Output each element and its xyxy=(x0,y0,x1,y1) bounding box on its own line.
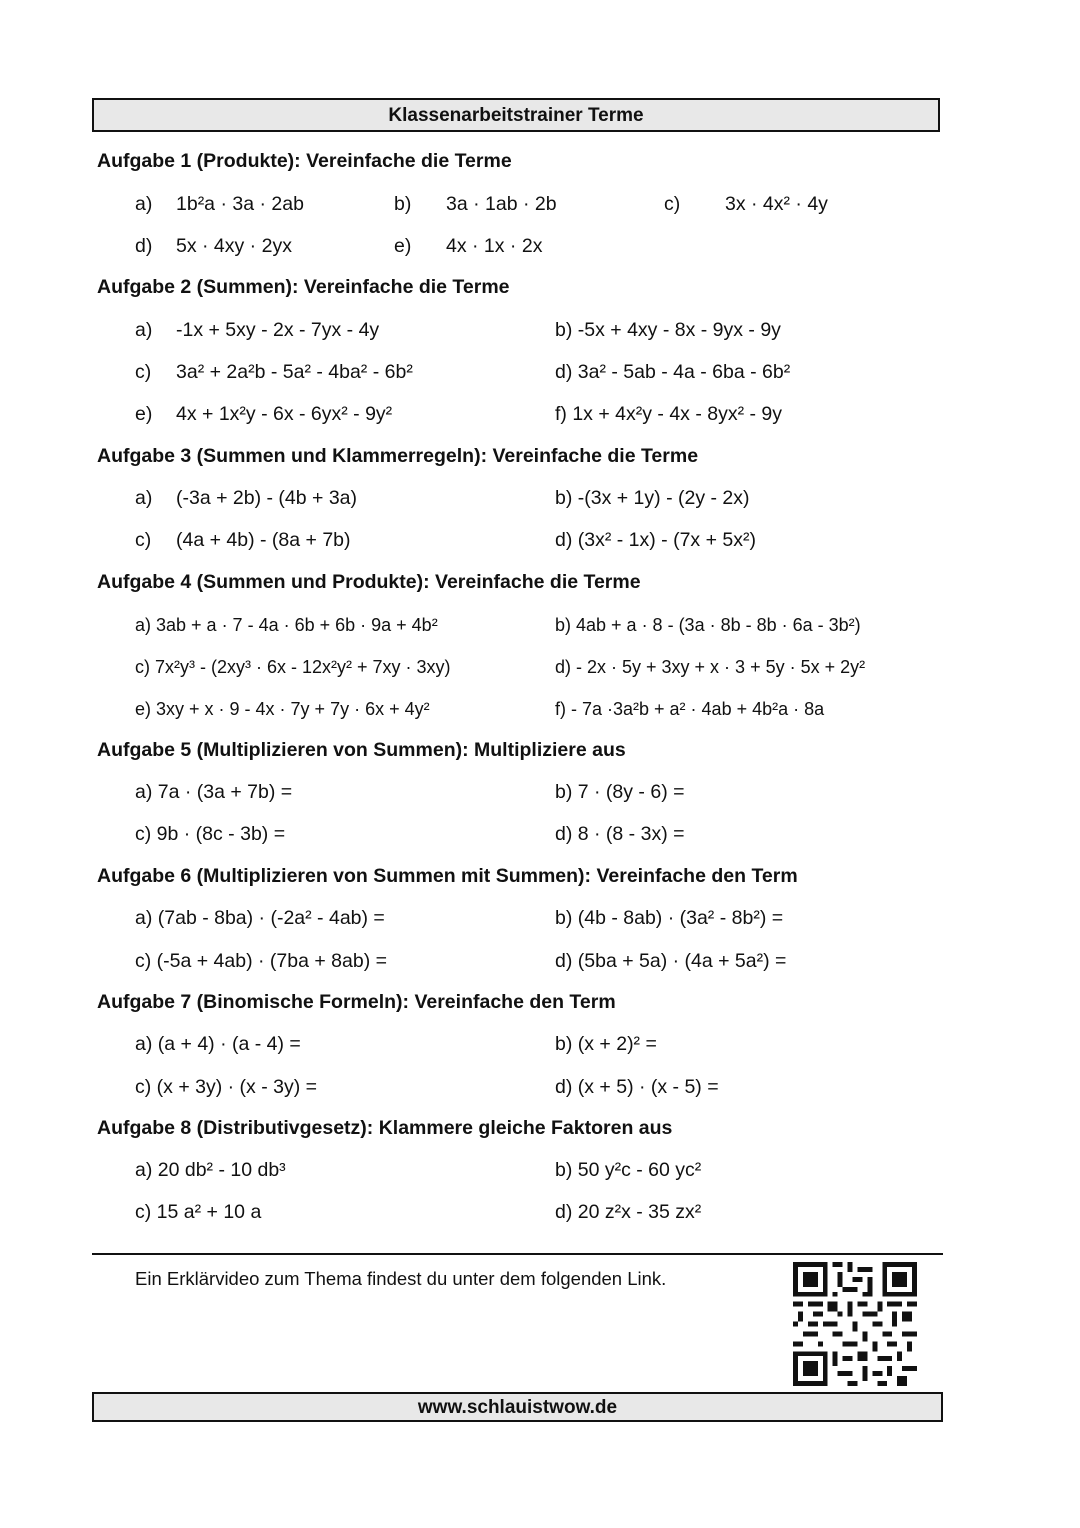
page-title: Klassenarbeitstrainer Terme xyxy=(92,98,940,132)
task-expression: 4x + 1x²y - 6x - 6yx² - 9y² xyxy=(176,403,393,425)
task-expression: 1b²a · 3a · 2ab xyxy=(176,193,304,215)
task-2-heading: Aufgabe 2 (Summen): Vereinfache die Terme xyxy=(97,276,510,298)
task-expression: (-3a + 2b) - (4b + 3a) xyxy=(176,487,358,509)
task-expression: 3x · 4x² · 4y xyxy=(725,193,828,215)
qr-code-icon[interactable] xyxy=(792,1262,918,1386)
task-expression: c) 7x²y³ - (2xy³ · 6x - 12x²y² + 7xy · 3xy) xyxy=(135,657,451,677)
task-label: a) xyxy=(135,193,153,215)
task-label: c) xyxy=(135,361,152,383)
task-expression: c) 9b · (8c - 3b) = xyxy=(135,823,286,845)
task-expression: c) (x + 3y) · (x - 3y) = xyxy=(135,1076,318,1098)
task-8-row-2 xyxy=(0,1201,1080,1227)
task-3-heading: Aufgabe 3 (Summen und Klammerregeln): Vereinfache die Terme xyxy=(97,445,699,467)
task-7-row-1 xyxy=(0,1033,1080,1059)
task-6-row-1 xyxy=(0,907,1080,933)
task-4-row-2 xyxy=(0,657,1080,683)
task-5-row-1 xyxy=(0,781,1080,807)
task-7-heading: Aufgabe 7 (Binomische Formeln): Vereinfache den Term xyxy=(97,991,616,1013)
task-label: c) xyxy=(135,529,152,551)
task-expression: b) 7 · (8y - 6) = xyxy=(555,781,685,803)
task-5-row-2 xyxy=(0,823,1080,849)
task-2-row-2 xyxy=(0,361,1080,387)
website-link[interactable]: www.schlauistwow.de xyxy=(92,1392,943,1422)
task-3-row-2 xyxy=(0,529,1080,555)
task-1-row-2 xyxy=(0,235,1080,261)
task-2-row-3 xyxy=(0,403,1080,429)
task-expression: a) 7a · (3a + 7b) = xyxy=(135,781,293,803)
task-6-heading: Aufgabe 6 (Multiplizieren von Summen mit Summen): Vereinfache den Term xyxy=(97,865,798,887)
task-2-row-1 xyxy=(0,319,1080,345)
task-label: e) xyxy=(394,235,412,257)
task-expression: d) (x + 5) · (x - 5) = xyxy=(555,1076,719,1098)
task-expression: b) -5x + 4xy - 8x - 9yx - 9y xyxy=(555,319,781,341)
footer-divider xyxy=(92,1253,943,1255)
task-expression: b) 4ab + a · 8 - (3a · 8b - 8b · 6a - 3b²) xyxy=(555,615,861,635)
task-3-row-1 xyxy=(0,487,1080,513)
task-expression: f) - 7a ·3a²b + a² · 4ab + 4b²a · 8a xyxy=(555,699,825,719)
task-expression: d) (5ba + 5a) · (4a + 5a²) = xyxy=(555,950,787,972)
task-expression: 5x · 4xy · 2yx xyxy=(176,235,292,257)
task-label: a) xyxy=(135,487,153,509)
task-label: d) xyxy=(135,235,153,257)
task-4-row-1 xyxy=(0,615,1080,641)
task-label: a) xyxy=(135,319,153,341)
task-8-row-1 xyxy=(0,1159,1080,1185)
task-8-heading: Aufgabe 8 (Distributivgesetz): Klammere gleiche Faktoren aus xyxy=(97,1117,673,1139)
task-expression: 3a² + 2a²b - 5a² - 4ba² - 6b² xyxy=(176,361,413,383)
task-expression: b) -(3x + 1y) - (2y - 2x) xyxy=(555,487,750,509)
task-4-heading: Aufgabe 4 (Summen und Produkte): Vereinfache die Terme xyxy=(97,571,641,593)
task-expression: f) 1x + 4x²y - 4x - 8yx² - 9y xyxy=(555,403,783,425)
task-expression: d) - 2x · 5y + 3xy + x · 3 + 5y · 5x + 2y² xyxy=(555,657,866,677)
task-expression: a) (7ab - 8ba) · (-2a² - 4ab) = xyxy=(135,907,385,929)
task-expression: b) 50 y²c - 60 yc² xyxy=(555,1159,702,1181)
task-label: e) xyxy=(135,403,153,425)
task-expression: a) 20 db² - 10 db³ xyxy=(135,1159,286,1181)
task-expression: -1x + 5xy - 2x - 7yx - 4y xyxy=(176,319,380,341)
task-4-row-3 xyxy=(0,699,1080,725)
task-7-row-2 xyxy=(0,1076,1080,1102)
task-expression: e) 3xy + x · 9 - 4x · 7y + 7y · 6x + 4y² xyxy=(135,699,430,719)
task-5-heading: Aufgabe 5 (Multiplizieren von Summen): Multipliziere aus xyxy=(97,739,626,761)
task-expression: 4x · 1x · 2x xyxy=(446,235,543,257)
task-expression: b) (x + 2)² = xyxy=(555,1033,657,1055)
task-expression: d) 20 z²x - 35 zx² xyxy=(555,1201,702,1223)
task-label: b) xyxy=(394,193,412,215)
task-expression: (4a + 4b) - (8a + 7b) xyxy=(176,529,351,551)
task-expression: a) (a + 4) · (a - 4) = xyxy=(135,1033,301,1055)
task-expression: d) (3x² - 1x) - (7x + 5x²) xyxy=(555,529,756,551)
task-1-row-1 xyxy=(0,193,1080,219)
task-expression: c) 15 a² + 10 a xyxy=(135,1201,262,1223)
task-label: c) xyxy=(664,193,681,215)
task-expression: d) 3a² - 5ab - 4a - 6ba - 6b² xyxy=(555,361,791,383)
task-expression: b) (4b - 8ab) · (3a² - 8b²) = xyxy=(555,907,784,929)
task-expression: c) (-5a + 4ab) · (7ba + 8ab) = xyxy=(135,950,388,972)
task-expression: d) 8 · (8 - 3x) = xyxy=(555,823,685,845)
video-note: Ein Erklärvideo zum Thema findest du unter dem folgenden Link. xyxy=(135,1268,667,1289)
task-1-heading: Aufgabe 1 (Produkte): Vereinfache die Terme xyxy=(97,150,512,172)
task-expression: a) 3ab + a · 7 - 4a · 6b + 6b · 9a + 4b² xyxy=(135,615,438,635)
task-expression: 3a · 1ab · 2b xyxy=(446,193,557,215)
task-6-row-2 xyxy=(0,950,1080,976)
